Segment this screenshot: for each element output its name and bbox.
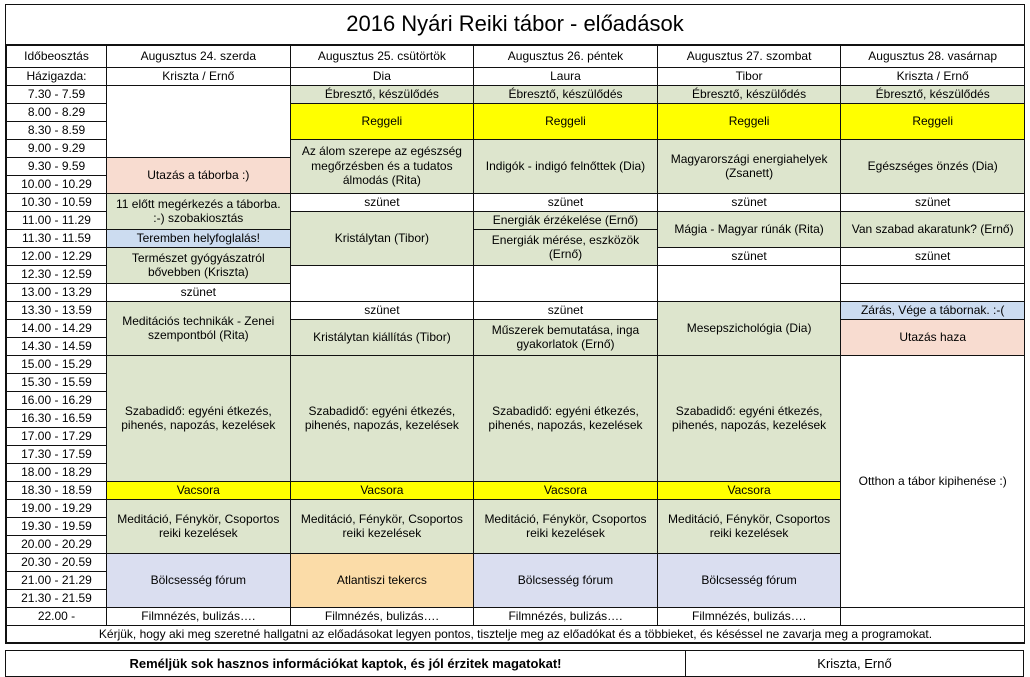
time-15: 15.00 - 15.29 — [7, 355, 107, 373]
cell-d4-gap-1 — [657, 265, 841, 301]
host-4: Kriszta / Ernő — [841, 68, 1025, 86]
cell-d3-hungarian-energy: Magyarországi energiahelyek (Zsanett) — [657, 139, 841, 193]
cell-d1-dream-role: Az álom szerepe az egészség megőrzésben és a tudatos álmodás (Rita) — [290, 139, 474, 193]
cell-d1-gap-1 — [290, 265, 474, 301]
cell-d4-free-will: Van szabad akaratunk? (Ernő) — [841, 211, 1025, 247]
cell-d0-meditation-tech: Meditációs technikák - Zenei szempontból (Rita) — [107, 301, 291, 355]
cell-d1-evening-meditation: Meditáció, Fénykör, Csoportos reiki kezelések — [290, 499, 474, 553]
cell-d0-free-time: Szabadidő: egyéni étkezés, pihenés, napozás, kezelések — [107, 355, 291, 481]
table-row — [7, 301, 1025, 319]
header-day-0: Augusztus 24. szerda — [107, 46, 291, 68]
time-20: 17.30 - 17.59 — [7, 445, 107, 463]
cell-d1-break-2: szünet — [290, 301, 474, 319]
footer-message: Reméljük sok hasznos információkat kaptok, és jól érzitek magatokat! — [6, 651, 686, 677]
cell-d3-fairytale-psych: Mesepszichológia (Dia) — [657, 301, 841, 355]
cell-d4-healthy-selfishness: Egészséges önzés (Dia) — [841, 139, 1025, 193]
host-row — [7, 68, 1025, 86]
cell-d4-home-rest: Otthon a tábor kipihenése :) — [841, 355, 1025, 607]
time-27: 21.00 - 21.29 — [7, 571, 107, 589]
table-row — [7, 193, 1025, 211]
time-7: 11.00 - 11.29 — [7, 211, 107, 229]
cell-d0-break-1: szünet — [107, 283, 291, 301]
schedule-note: Kérjük, hogy aki meg szeretné hallgatni az előadásokat legyen pontos, tisztelje meg az előadókat és a többieket, és késéssel ne zavarja meg a programokat. — [7, 625, 1025, 643]
header-day-2: Augusztus 26. péntek — [474, 46, 658, 68]
cell-d2-instruments: Műszerek bemutatása, inga gyakorlatok (Ernő) — [474, 319, 658, 355]
cell-d1-breakfast: Reggeli — [290, 103, 474, 139]
cell-d1-movie: Filmnézés, bulizás…. — [290, 607, 474, 625]
cell-d4-travel-home: Utazás haza — [841, 319, 1025, 355]
cell-d2-wisdom-forum: Bölcsesség fórum — [474, 553, 658, 607]
time-8: 11.30 - 11.59 — [7, 229, 107, 247]
cell-d0-movie: Filmnézés, bulizás…. — [107, 607, 291, 625]
cell-d0-travel-to-camp: Utazás a táborba :) — [107, 157, 291, 193]
time-16: 15.30 - 15.59 — [7, 373, 107, 391]
cell-d2-energy-sensing: Energiák érzékelése (Ernő) — [474, 211, 658, 229]
cell-d1-dinner: Vacsora — [290, 481, 474, 499]
cell-d2-gap-1 — [841, 283, 1025, 301]
cell-d0-arrival: 11 előtt megérkezés a táborba. :-) szobakiosztás — [107, 193, 291, 229]
cell-d3-wake: Ébresztő, készülődés — [657, 85, 841, 103]
footer-signature: Kriszta, Ernő — [686, 651, 1024, 677]
page-title: 2016 Nyári Reiki tábor - előadások — [6, 5, 1024, 45]
cell-d2-movie: Filmnézés, bulizás…. — [474, 607, 658, 625]
cell-d4-break-2: szünet — [841, 247, 1025, 265]
cell-d3-evening-meditation: Meditáció, Fénykör, Csoportos reiki kezelések — [657, 499, 841, 553]
host-0: Kriszta / Ernő — [107, 68, 291, 86]
footer-row — [6, 651, 1024, 677]
cell-d4-wake: Ébresztő, készülődés — [841, 85, 1025, 103]
cell-d1-break-1: szünet — [290, 193, 474, 211]
cell-d4-breakfast: Reggeli — [841, 103, 1025, 139]
cell-d3-free-time: Szabadidő: egyéni étkezés, pihenés, napozás, kezelések — [657, 355, 841, 481]
time-13: 14.00 - 14.29 — [7, 319, 107, 337]
host-2: Laura — [474, 68, 658, 86]
host-label: Házigazda: — [7, 68, 107, 86]
table-row — [7, 85, 1025, 103]
time-14: 14.30 - 14.59 — [7, 337, 107, 355]
time-26: 20.30 - 20.59 — [7, 553, 107, 571]
note-row — [7, 625, 1025, 643]
time-4: 9.30 - 9.59 — [7, 157, 107, 175]
cell-d3-break-2: szünet — [657, 247, 841, 265]
cell-d2-dinner: Vacsora — [474, 481, 658, 499]
table-row — [7, 607, 1025, 625]
cell-d2-breakfast: Reggeli — [474, 103, 658, 139]
cell-d2-wake: Ébresztő, készülődés — [474, 85, 658, 103]
time-11: 13.00 - 13.29 — [7, 283, 107, 301]
cell-d3-movie: Filmnézés, bulizás…. — [657, 607, 841, 625]
time-28: 21.30 - 21.59 — [7, 589, 107, 607]
footer-table — [5, 650, 1024, 677]
cell-d3-wisdom-forum: Bölcsesség fórum — [657, 553, 841, 607]
header-time-label: Időbeosztás — [7, 46, 107, 68]
cell-d4-break-1: szünet — [841, 193, 1025, 211]
cell-d0-nature-healing: Természet gyógyászatról bővebben (Kriszta) — [107, 247, 291, 283]
cell-d2-evening-meditation: Meditáció, Fénykör, Csoportos reiki kezelések — [474, 499, 658, 553]
cell-d1-atlantis-scroll: Atlantiszi tekercs — [290, 553, 474, 607]
header-day-1: Augusztus 25. csütörtök — [290, 46, 474, 68]
cell-d1-crystal-science: Kristálytan (Tibor) — [290, 211, 474, 265]
cell-d0-room-booking: Teremben helyfoglalás! — [107, 229, 291, 247]
time-3: 9.00 - 9.29 — [7, 139, 107, 157]
header-day-4: Augusztus 28. vasárnap — [841, 46, 1025, 68]
table-header-row — [7, 46, 1025, 68]
cell-d0-wisdom-forum: Bölcsesség fórum — [107, 553, 291, 607]
cell-d1-wake: Ébresztő, készülődés — [290, 85, 474, 103]
time-2: 8.30 - 8.59 — [7, 121, 107, 139]
cell-d0-dinner: Vacsora — [107, 481, 291, 499]
time-10: 12.30 - 12.59 — [7, 265, 107, 283]
time-17: 16.00 - 16.29 — [7, 391, 107, 409]
cell-d1-free-time: Szabadidő: egyéni étkezés, pihenés, napozás, kezelések — [290, 355, 474, 481]
time-23: 19.00 - 19.29 — [7, 499, 107, 517]
time-5: 10.00 - 10.29 — [7, 175, 107, 193]
time-19: 17.00 - 17.29 — [7, 427, 107, 445]
cell-d2-free-time: Szabadidő: egyéni étkezés, pihenés, napozás, kezelések — [474, 355, 658, 481]
time-29: 22.00 - — [7, 607, 107, 625]
cell-d3-gap-1 — [474, 265, 658, 301]
schedule-table — [6, 45, 1025, 643]
time-1: 8.00 - 8.29 — [7, 103, 107, 121]
host-1: Dia — [290, 68, 474, 86]
cell-d3-magic-runes: Mágia - Magyar rúnák (Rita) — [657, 211, 841, 247]
cell-d3-break-1: szünet — [657, 193, 841, 211]
cell-d3-breakfast: Reggeli — [657, 103, 841, 139]
cell-d2-energy-measure: Energiák mérése, eszközök (Ernő) — [474, 229, 658, 265]
time-25: 20.00 - 20.29 — [7, 535, 107, 553]
cell-d4-closing: Zárás, Vége a tábornak. :-( — [841, 301, 1025, 319]
host-3: Tibor — [657, 68, 841, 86]
time-21: 18.00 - 18.29 — [7, 463, 107, 481]
cell-d0-empty-morning — [107, 85, 291, 157]
cell-d3-dinner: Vacsora — [657, 481, 841, 499]
time-24: 19.30 - 19.59 — [7, 517, 107, 535]
time-18: 16.30 - 16.59 — [7, 409, 107, 427]
cell-d2-break-2: szünet — [474, 301, 658, 319]
time-12: 13.30 - 13.59 — [7, 301, 107, 319]
cell-d2-break-1: szünet — [474, 193, 658, 211]
time-22: 18.30 - 18.59 — [7, 481, 107, 499]
cell-d2-indigo: Indigók - indigó felnőttek (Dia) — [474, 139, 658, 193]
time-9: 12.00 - 12.29 — [7, 247, 107, 265]
schedule-frame — [5, 4, 1025, 644]
cell-d1-crystal-exhibition: Kristálytan kiállítás (Tibor) — [290, 319, 474, 355]
cell-d0-evening-meditation: Meditáció, Fénykör, Csoportos reiki kezelések — [107, 499, 291, 553]
time-6: 10.30 - 10.59 — [7, 193, 107, 211]
time-0: 7.30 - 7.59 — [7, 85, 107, 103]
table-row — [7, 355, 1025, 373]
header-day-3: Augusztus 27. szombat — [657, 46, 841, 68]
